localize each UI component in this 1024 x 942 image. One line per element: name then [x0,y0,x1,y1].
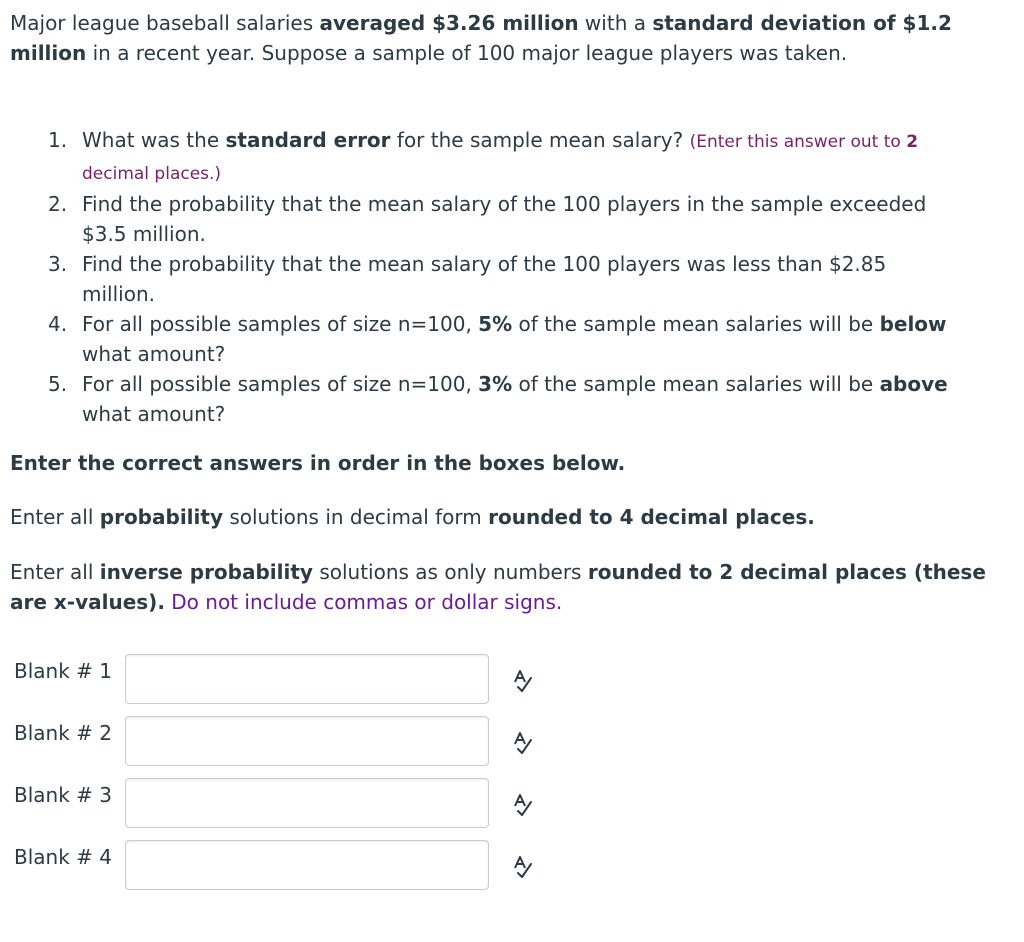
question-number: 3. [48,252,68,276]
question-3 [48,249,948,309]
question-number: 1. [48,128,68,152]
question-text: For all possible samples of size n=100, 3% of the sample mean salaries will be above what amount? [82,372,948,426]
no-commas-note: Do not include commas or dollar signs. [164,590,563,614]
intro-mean: averaged $3.26 million [319,11,579,35]
intro-text-2: with a [578,11,653,35]
question-4 [48,309,948,369]
question-2 [48,189,948,249]
blank-4-input[interactable] [125,840,489,890]
blank-label: Blank # 2 [14,721,112,745]
blank-label: Blank # 1 [14,659,112,683]
question-number: 4. [48,312,68,336]
question-hint: (Enter this answer out to 2 decimal places.) [82,132,919,184]
instruction-order: Enter the correct answers in order in the boxes below. [10,451,626,475]
question-list [48,125,948,429]
blank-3-input[interactable] [125,778,489,828]
intro-text-3: in a recent year. Suppose a sample of 100 major league players was taken. [86,41,848,65]
question-number: 5. [48,372,68,396]
intro-std-dev: standard deviation of $1.2 million [10,11,952,65]
question-number: 2. [48,192,68,216]
question-text: For all possible samples of size n=100, 5% of the sample mean salaries will be below what amount? [82,312,947,366]
instruction-probability: Enter all probability solutions in decimal form rounded to 4 decimal places. [10,505,815,529]
question-text: Find the probability that the mean salary of the 100 players in the sample exceeded $3.5 million. [82,192,927,246]
blank-label: Blank # 4 [14,845,112,869]
spell-check-icon[interactable] [510,792,536,818]
question-1 [48,125,948,189]
blank-2-input[interactable] [125,716,489,766]
spell-check-icon[interactable] [510,668,536,694]
spell-check-icon[interactable] [510,730,536,756]
question-text: What was the standard error for the sample mean salary? (Enter this answer out to 2 decimal places.) [82,128,919,184]
question-5 [48,369,948,429]
problem-intro [10,8,1000,68]
instruction-inverse-probability: Enter all inverse probability solutions as only numbers rounded to 2 decimal places (these are x-values). Do not include commas or dollar signs. [10,560,986,614]
spell-check-icon[interactable] [510,854,536,880]
blank-1-input[interactable] [125,654,489,704]
intro-text-1: Major league baseball salaries [10,11,320,35]
blank-label: Blank # 3 [14,783,112,807]
question-text: Find the probability that the mean salary of the 100 players was less than $2.85 million. [82,252,887,306]
